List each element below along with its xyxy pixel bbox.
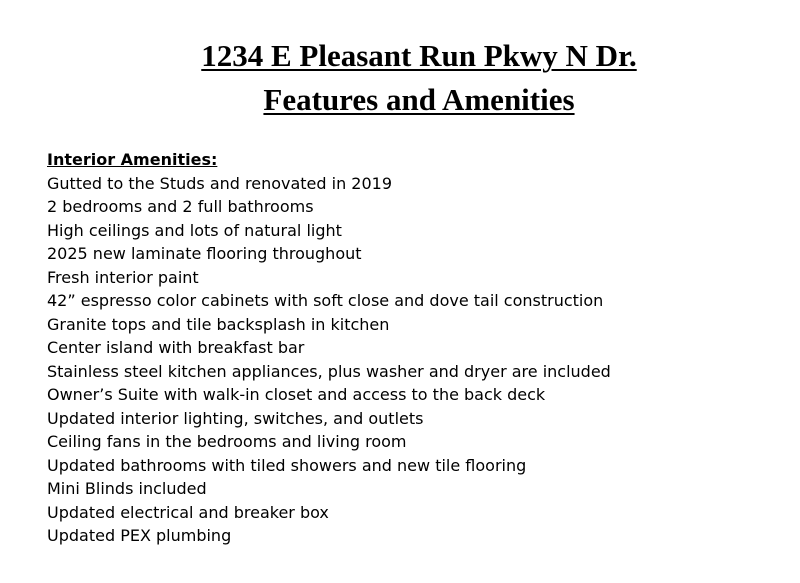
list-item: High ceilings and lots of natural light	[47, 220, 342, 240]
list-item: Owner’s Suite with walk-in closet and access to the back deck	[47, 385, 546, 404]
list-item: Updated interior lighting, switches, and outlets	[47, 408, 424, 428]
list-item: Fresh interior paint	[47, 267, 199, 287]
list-item: Gutted to the Studs and renovated in 2019	[47, 173, 393, 193]
interior-amenities-section	[47, 148, 787, 548]
list-item: Updated electrical and breaker box	[47, 502, 329, 522]
address-title: 1234 E Pleasant Run Pkwy N Dr.	[201, 38, 637, 73]
list-item: Updated PEX plumbing	[47, 526, 232, 545]
list-item: Center island with breakfast bar	[47, 338, 305, 357]
list-item: 2025 new laminate flooring throughout	[47, 244, 362, 263]
list-item: Mini Blinds included	[47, 479, 207, 498]
list-item: Updated bathrooms with tiled showers and new tile flooring	[47, 455, 527, 475]
list-item: Stainless steel kitchen appliances, plus washer and dryer are included	[47, 361, 611, 381]
features-subtitle: Features and Amenities	[263, 82, 575, 117]
interior-amenities-list	[47, 172, 787, 548]
list-item: 2 bedrooms and 2 full bathrooms	[47, 197, 314, 216]
list-item: 42” espresso color cabinets with soft close and dove tail construction	[47, 291, 604, 310]
list-item: Granite tops and tile backsplash in kitchen	[47, 314, 390, 334]
interior-amenities-heading: Interior Amenities:	[47, 150, 218, 169]
list-item: Ceiling fans in the bedrooms and living room	[47, 432, 407, 451]
